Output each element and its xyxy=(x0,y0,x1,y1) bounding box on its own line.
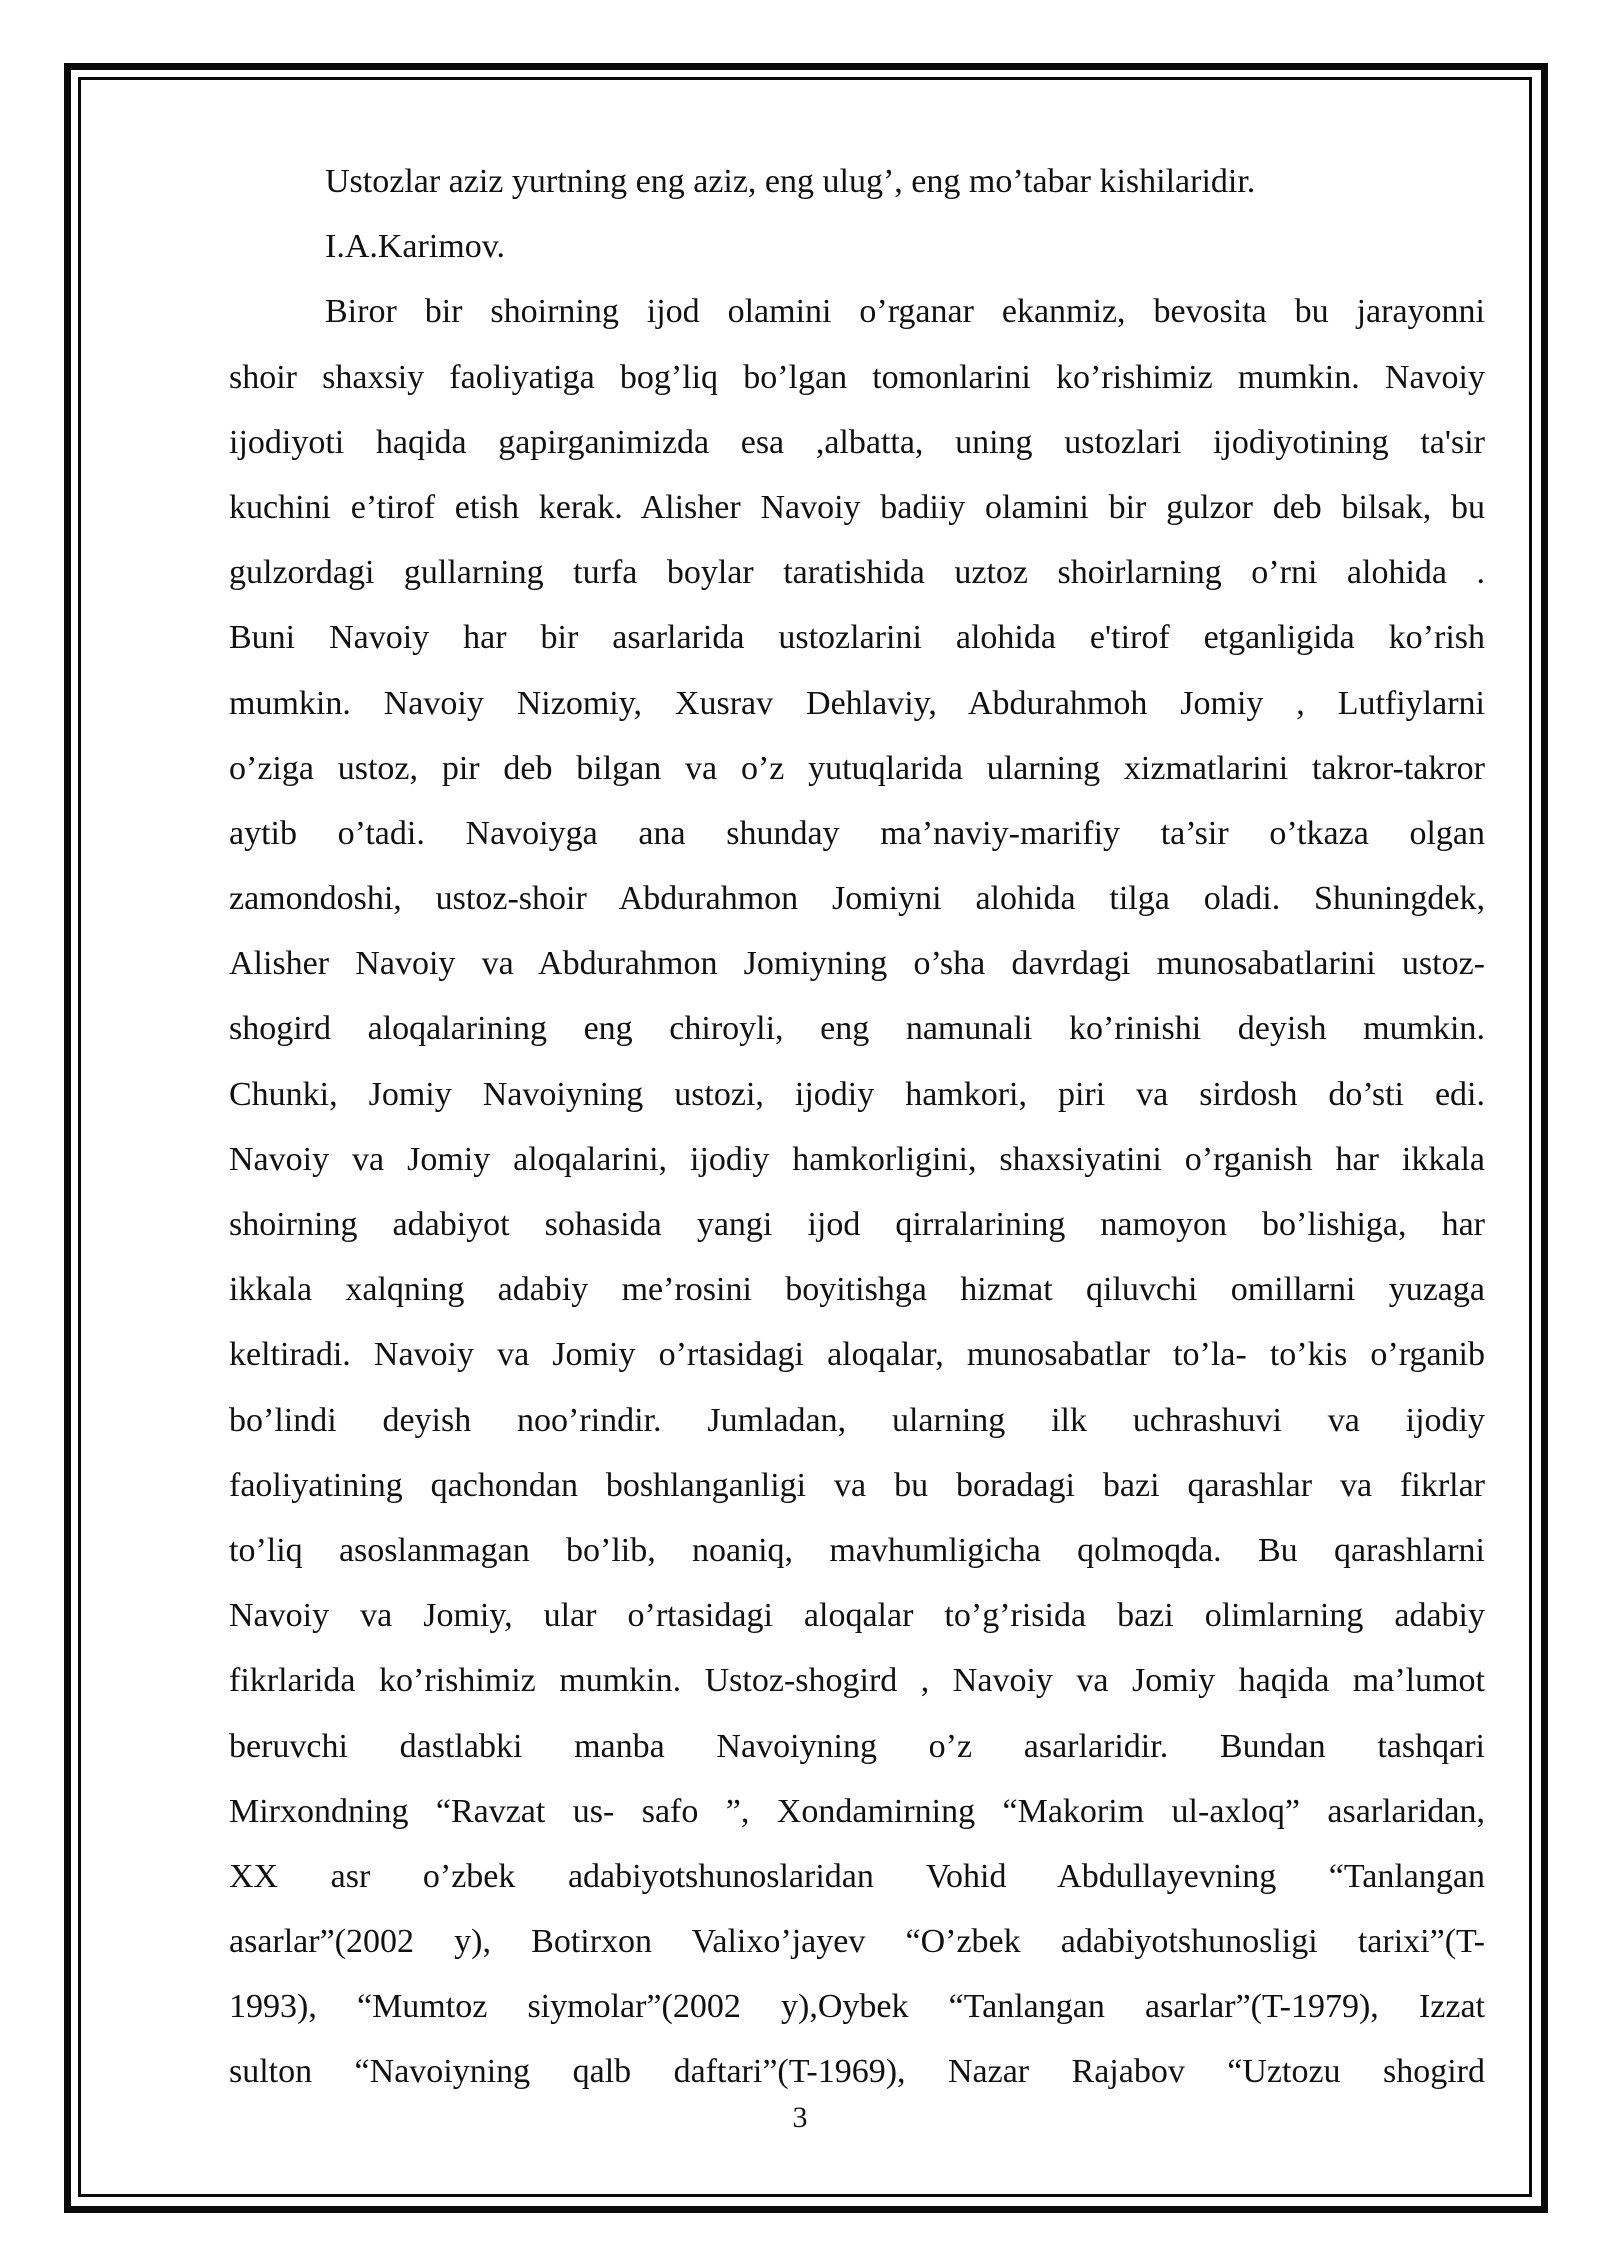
body-line: Navoiy va Jomiy aloqalarini, ijodiy hamkorligini, shaxsiyatini o’rganish har ikkala xyxy=(229,1140,1485,1178)
body-line: sulton “Navoiyning qalb daftari”(T-1969), Nazar Rajabov “Uztozu shogird xyxy=(229,2053,1485,2091)
body-line: Buni Navoiy har bir asarlarida ustozlarini alohida e'tirof etganligida ko’rish xyxy=(229,619,1485,657)
body-line: asarlar”(2002 y), Botirxon Valixo’jayev “O’zbek adabiyotshunosligi tarixi”(T- xyxy=(229,1923,1485,1961)
body-line: to’liq asoslanmagan bo’lib, noaniq, mavhumligicha qolmoqda. Bu qarashlarni xyxy=(229,1531,1485,1569)
body-line: beruvchi dastlabki manba Navoiyning o’z asarlaridir. Bundan tashqari xyxy=(229,1727,1485,1765)
body-line: Navoiy va Jomiy, ular o’rtasidagi aloqalar to’g’risida bazi olimlarning adabiy xyxy=(229,1597,1485,1635)
body-line: zamondoshi, ustoz-shoir Abdurahmon Jomiyni alohida tilga oladi. Shuningdek, xyxy=(229,880,1485,918)
body-line: shoirning adabiyot sohasida yangi ijod qirralarining namoyon bo’lishiga, har xyxy=(229,1206,1485,1243)
body-line: 1993), “Mumtoz siymolar”(2002 y),Oybek “Tanlangan asarlar”(T-1979), Izzat xyxy=(229,1988,1485,2026)
body-line: Alisher Navoiy va Abdurahmon Jomiyning o’sha davrdagi munosabatlarini ustoz- xyxy=(229,945,1485,983)
body-line: bo’lindi deyish noo’rindir. Jumladan, ularning ilk uchrashuvi va ijodiy xyxy=(229,1401,1485,1439)
body-line: Biror bir shoirning ijod olamini o’rganar ekanmiz, bevosita bu jarayonni xyxy=(325,293,1485,331)
body-line: keltiradi. Navoiy va Jomiy o’rtasidagi aloqalar, munosabatlar to’la- to’kis o’rganib xyxy=(229,1336,1485,1374)
body-line: Mirxondning “Ravzat us- safo ”, Xondamirning “Makorim ul-axloq” asarlaridan, xyxy=(229,1792,1485,1830)
body-line: gulzordagi gullarning turfa boylar taratishida uztoz shoirlarning o’rni alohida . xyxy=(229,554,1485,592)
body-line: ikkala xalqning adabiy me’rosini boyitishga hizmat qiluvchi omillarni yuzaga xyxy=(229,1271,1485,1309)
epigraph-author: I.A.Karimov. xyxy=(325,228,506,266)
body-paragraph xyxy=(229,285,1485,2110)
body-line: fikrlarida ko’rishimiz mumkin. Ustoz-shogird , Navoiy va Jomiy haqida ma’lumot xyxy=(229,1662,1485,1700)
body-line: Chunki, Jomiy Navoiyning ustozi, ijodiy hamkori, piri va sirdosh do’sti edi. xyxy=(229,1075,1485,1113)
body-line: aytib o’tadi. Navoiyga ana shunday ma’naviy-marifiy ta’sir o’tkaza olgan xyxy=(229,814,1485,852)
epigraph-quote: Ustozlar aziz yurtning eng aziz, eng ulug’, eng mo’tabar kishilaridir. xyxy=(325,163,1256,200)
body-line: mumkin. Navoiy Nizomiy, Xusrav Dehlaviy, Abdurahmoh Jomiy , Lutfiylarni xyxy=(229,684,1485,722)
body-line: XX asr o’zbek adabiyotshunoslaridan Vohid Abdullayevning “Tanlangan xyxy=(229,1857,1485,1895)
page-content xyxy=(229,155,1485,2111)
body-line: o’ziga ustoz, pir deb bilgan va o’z yutuqlarida ularning xizmatlarini takror-takror xyxy=(229,749,1485,787)
page-number: 3 xyxy=(792,2101,808,2134)
body-line: kuchini e’tirof etish kerak. Alisher Navoiy badiiy olamini bir gulzor deb bilsak, bu xyxy=(229,488,1485,526)
body-line: ijodiyoti haqida gapirganimizda esa ,albatta, uning ustozlari ijodiyotining ta'sir xyxy=(229,423,1485,461)
body-line: shoir shaxsiy faoliyatiga bog’liq bo’lgan tomonlarini ko’rishimiz mumkin. Navoiy xyxy=(229,358,1485,396)
body-line: faoliyatining qachondan boshlanganligi va bu boradagi bazi qarashlar va fikrlar xyxy=(229,1466,1485,1504)
body-line: shogird aloqalarining eng chiroyli, eng namunali ko’rinishi deyish mumkin. xyxy=(229,1010,1485,1048)
